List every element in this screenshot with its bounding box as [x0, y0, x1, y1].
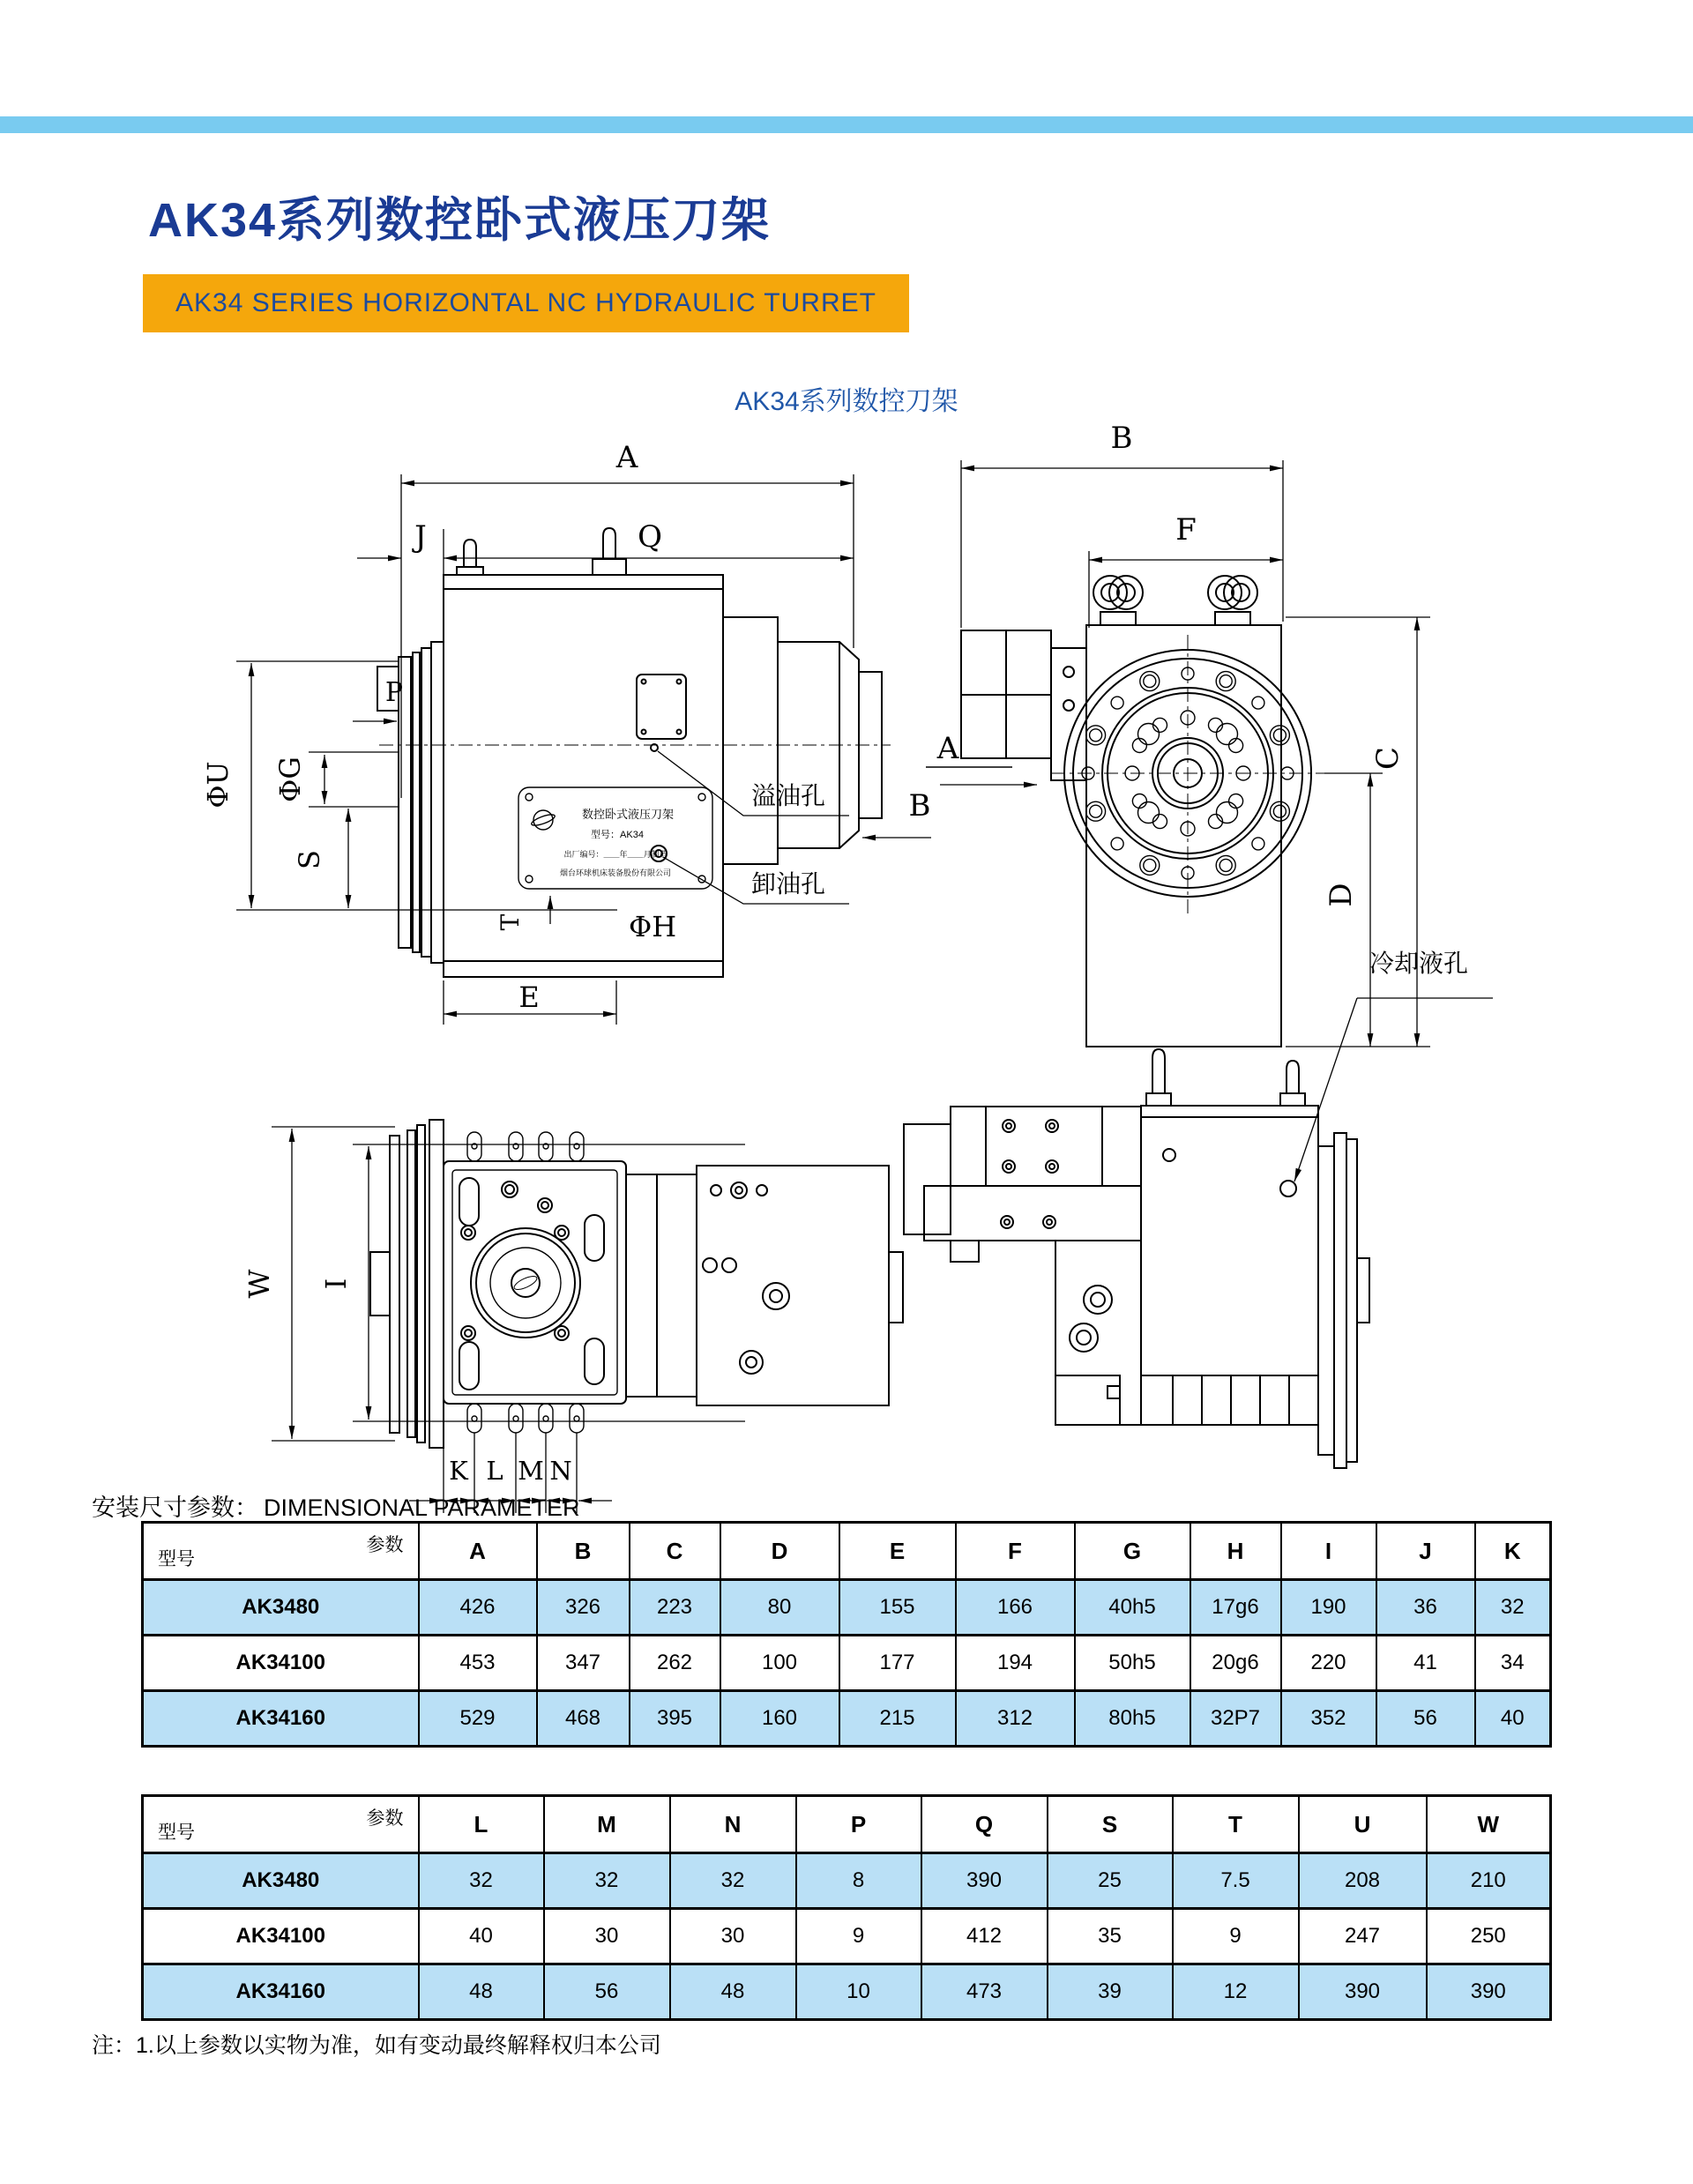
value-cell: 25 — [1048, 1853, 1173, 1909]
model-cell: AK34160 — [143, 1691, 419, 1747]
value-cell: 247 — [1299, 1909, 1427, 1964]
dim-label-f: F — [1175, 512, 1197, 548]
view4-leader-lines — [1294, 998, 1493, 1181]
col-header: T — [1173, 1796, 1299, 1853]
col-header: E — [839, 1523, 956, 1580]
view1-side-elevation — [201, 440, 1037, 1025]
value-cell: 453 — [419, 1636, 537, 1691]
value-cell: 48 — [670, 1964, 796, 2020]
value-cell: 80 — [720, 1580, 839, 1636]
value-cell: 160 — [720, 1691, 839, 1747]
table2-corner-cell — [143, 1796, 419, 1853]
nameplate-product: 数控卧式液压刀架 — [581, 808, 675, 821]
dim-label-j: J — [414, 519, 427, 555]
value-cell: 426 — [419, 1580, 537, 1636]
value-cell: 32 — [670, 1853, 796, 1909]
col-header: Q — [921, 1796, 1048, 1853]
value-cell: 17g6 — [1190, 1580, 1281, 1636]
col-header: H — [1190, 1523, 1281, 1580]
model-cell: AK34160 — [143, 1964, 419, 2020]
view4-side-elevation — [904, 950, 1493, 1468]
col-header: I — [1281, 1523, 1376, 1580]
model-cell: AK3480 — [143, 1853, 419, 1909]
value-cell: 390 — [1299, 1964, 1427, 2020]
table-row — [143, 1909, 1551, 1964]
view2-dimension-lines — [961, 460, 1430, 1047]
value-cell: 40 — [419, 1909, 544, 1964]
model-cell: AK34100 — [143, 1909, 419, 1964]
value-cell: 326 — [537, 1580, 630, 1636]
value-cell: 80h5 — [1075, 1691, 1190, 1747]
dim-label-s: S — [293, 850, 326, 869]
col-header: K — [1475, 1523, 1551, 1580]
view3-body-outline — [370, 1120, 903, 1448]
dim-label-i: I — [319, 1278, 353, 1290]
value-cell: 100 — [720, 1636, 839, 1691]
dim-label-m: M — [518, 1456, 544, 1486]
value-cell: 32 — [1475, 1580, 1551, 1636]
dim-label-b: B — [1110, 421, 1133, 456]
value-cell: 12 — [1173, 1964, 1299, 2020]
value-cell: 166 — [956, 1580, 1075, 1636]
value-cell: 32P7 — [1190, 1691, 1281, 1747]
value-cell: 208 — [1299, 1853, 1427, 1909]
corner-param-label: 参数 — [366, 1808, 404, 1829]
value-cell: 41 — [1376, 1636, 1475, 1691]
value-cell: 473 — [921, 1964, 1048, 2020]
value-cell: 7.5 — [1173, 1853, 1299, 1909]
value-cell: 10 — [796, 1964, 921, 2020]
overflow-hole-label: 溢油孔 — [751, 782, 826, 809]
view-direction-a-label: A — [936, 731, 959, 766]
corner-model-label: 型号 — [158, 1822, 195, 1843]
col-header: F — [956, 1523, 1075, 1580]
col-header: D — [720, 1523, 839, 1580]
col-header: L — [419, 1796, 544, 1853]
dim-label-n: N — [549, 1456, 572, 1486]
dim-label-d: D — [1324, 883, 1359, 907]
value-cell: 32 — [544, 1853, 670, 1909]
value-cell: 34 — [1475, 1636, 1551, 1691]
col-header: C — [630, 1523, 720, 1580]
value-cell: 56 — [1376, 1691, 1475, 1747]
dim-label-k: K — [449, 1456, 468, 1486]
value-cell: 30 — [670, 1909, 796, 1964]
dimension-table-2 — [141, 1794, 1552, 2021]
nameplate-model: 型号：AK34 — [591, 830, 644, 840]
dim-label-p: P — [384, 677, 404, 708]
dim-label-e: E — [518, 980, 540, 1014]
value-cell: 395 — [630, 1691, 720, 1747]
dim-label-c: C — [1370, 746, 1406, 771]
section-label-cn: 安装尺寸参数： — [92, 1495, 258, 1521]
col-header: N — [670, 1796, 796, 1853]
view2-front-view — [961, 421, 1430, 1047]
dim-label-phi-g: ΦG — [273, 757, 307, 802]
value-cell: 9 — [1173, 1909, 1299, 1964]
section-label-en: DIMENSIONAL PARAMETER — [264, 1495, 580, 1521]
value-cell: 312 — [956, 1691, 1075, 1747]
col-header: M — [544, 1796, 670, 1853]
series-banner-text: AK34 SERIES HORIZONTAL NC HYDRAULIC TURRET — [175, 288, 876, 317]
dim-label-l: L — [486, 1456, 503, 1486]
value-cell: 30 — [544, 1909, 670, 1964]
view3-disk-view — [242, 1120, 903, 1513]
value-cell: 220 — [1281, 1636, 1376, 1691]
value-cell: 36 — [1376, 1580, 1475, 1636]
value-cell: 210 — [1427, 1853, 1551, 1909]
value-cell: 32 — [419, 1853, 544, 1909]
corner-model-label: 型号 — [158, 1549, 195, 1569]
value-cell: 347 — [537, 1636, 630, 1691]
col-header: J — [1376, 1523, 1475, 1580]
dim-label-phi-u: ΦU — [201, 761, 235, 809]
table1-header-row — [143, 1523, 1551, 1580]
col-header: P — [796, 1796, 921, 1853]
drain-hole-label: 卸油孔 — [751, 870, 826, 898]
value-cell: 56 — [544, 1964, 670, 2020]
value-cell: 390 — [1427, 1964, 1551, 2020]
corner-param-label: 参数 — [366, 1535, 404, 1555]
value-cell: 155 — [839, 1580, 956, 1636]
col-header: A — [419, 1523, 537, 1580]
table-row — [143, 1853, 1551, 1909]
col-header: U — [1299, 1796, 1427, 1853]
value-cell: 529 — [419, 1691, 537, 1747]
value-cell: 20g6 — [1190, 1636, 1281, 1691]
table-row — [143, 1691, 1551, 1747]
value-cell: 390 — [921, 1853, 1048, 1909]
value-cell: 9 — [796, 1909, 921, 1964]
dim-label-a: A — [615, 440, 638, 475]
section-label — [92, 1488, 580, 1523]
nameplate — [518, 787, 712, 889]
value-cell: 35 — [1048, 1909, 1173, 1964]
value-cell: 50h5 — [1075, 1636, 1190, 1691]
view3-studs — [467, 1132, 584, 1433]
col-header: G — [1075, 1523, 1190, 1580]
dim-label-q: Q — [638, 519, 662, 555]
value-cell: 223 — [630, 1580, 720, 1636]
view4-body-outline — [904, 1049, 1369, 1468]
table2-header-row — [143, 1796, 1551, 1853]
value-cell: 190 — [1281, 1580, 1376, 1636]
drawing-caption: AK34系列数控刀架 — [735, 387, 958, 416]
value-cell: 194 — [956, 1636, 1075, 1691]
dim-label-t: T — [496, 913, 525, 931]
coolant-hole-label: 冷却液孔 — [1369, 950, 1469, 977]
view2-body-outline — [961, 576, 1311, 1047]
col-header: W — [1427, 1796, 1551, 1853]
table1-corner-cell — [143, 1523, 419, 1580]
col-header: S — [1048, 1796, 1173, 1853]
value-cell: 352 — [1281, 1691, 1376, 1747]
footnote: 注：1.以上参数以实物为准，如有变动最终解释权归本公司 — [92, 2033, 661, 2058]
value-cell: 40 — [1475, 1691, 1551, 1747]
table-row — [143, 1636, 1551, 1691]
view-direction-b-label: B — [908, 788, 931, 824]
value-cell: 215 — [839, 1691, 956, 1747]
model-cell: AK34100 — [143, 1636, 419, 1691]
value-cell: 39 — [1048, 1964, 1173, 2020]
nameplate-company: 烟台环球机床装备股份有限公司 — [559, 868, 672, 877]
page-title: AK34系列数控卧式液压刀架 — [148, 194, 772, 247]
value-cell: 177 — [839, 1636, 956, 1691]
value-cell: 8 — [796, 1853, 921, 1909]
value-cell: 48 — [419, 1964, 544, 2020]
nameplate-serial: 出厂编号：＿＿年＿＿月制造 — [563, 850, 668, 859]
value-cell: 262 — [630, 1636, 720, 1691]
model-cell: AK3480 — [143, 1580, 419, 1636]
value-cell: 468 — [537, 1691, 630, 1747]
value-cell: 250 — [1427, 1909, 1551, 1964]
table-row — [143, 1964, 1551, 2020]
value-cell: 412 — [921, 1909, 1048, 1964]
value-cell: 40h5 — [1075, 1580, 1190, 1636]
dimension-table-1 — [141, 1521, 1552, 1748]
table-row — [143, 1580, 1551, 1636]
dim-label-phi-h: ΦH — [629, 910, 677, 943]
dim-label-w: W — [242, 1269, 276, 1299]
col-header: B — [537, 1523, 630, 1580]
